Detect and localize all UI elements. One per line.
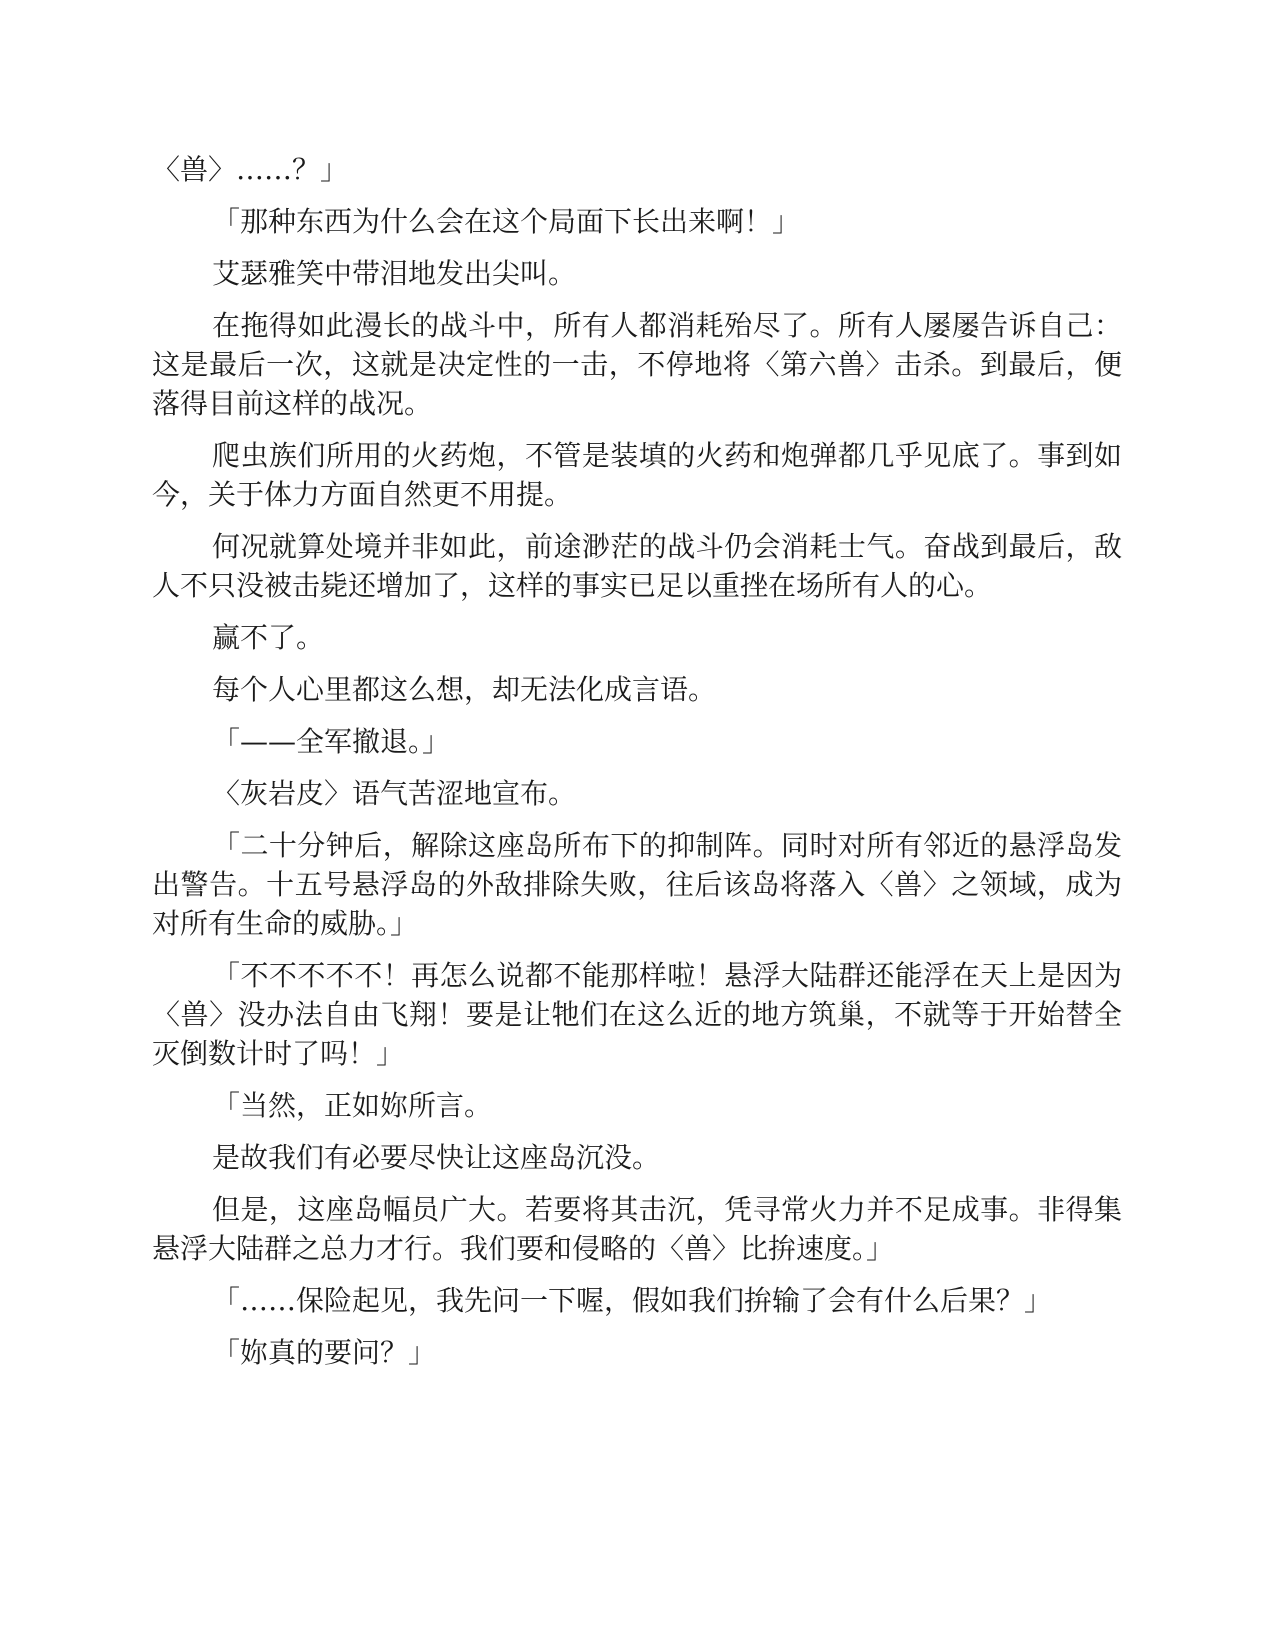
paragraph: 在拖得如此漫长的战斗中，所有人都消耗殆尽了。所有人屡屡告诉自己：这是最后一次，这就是决定性的一击，不停地将〈第六兽〉击杀。到最后，便落得目前这样的战况。 xyxy=(152,309,1122,420)
paragraph: 「妳真的要问？」 xyxy=(212,1336,437,1369)
paragraph: 但是，这座岛幅员广大。若要将其击沉，凭寻常火力并不足成事。非得集悬浮大陆群之总力才行。我们要和侵略的〈兽〉比拚速度。」 xyxy=(152,1193,1122,1265)
paragraph: 〈兽〉……？」 xyxy=(152,153,349,186)
paragraph: 艾瑟雅笑中带泪地发出尖叫。 xyxy=(212,257,577,290)
paragraph: 赢不了。 xyxy=(212,621,325,654)
paragraph: 「……保险起见，我先问一下喔，假如我们拚输了会有什么后果？」 xyxy=(212,1284,1053,1317)
paragraph: 爬虫族们所用的火药炮，不管是装填的火药和炮弹都几乎见底了。事到如今，关于体力方面自然更不用提。 xyxy=(152,439,1122,511)
paragraph: 「那种东西为什么会在这个局面下长出来啊！」 xyxy=(212,205,801,238)
paragraph: 「——全军撤退。」 xyxy=(212,725,451,758)
paragraph: 「当然，正如妳所言。 xyxy=(212,1089,493,1122)
paragraph: 是故我们有必要尽快让这座岛沉没。 xyxy=(212,1141,661,1174)
paragraph: 每个人心里都这么想，却无法化成言语。 xyxy=(212,673,717,706)
paragraph: 「不不不不不！再怎么说都不能那样啦！悬浮大陆群还能浮在天上是因为〈兽〉没办法自由飞翔！要是让牠们在这么近的地方筑巢，不就等于开始替全灭倒数计时了吗！」 xyxy=(152,959,1122,1070)
paragraph: 何况就算处境并非如此，前途渺茫的战斗仍会消耗士气。奋战到最后，敌人不只没被击毙还增加了，这样的事实已足以重挫在场所有人的心。 xyxy=(152,530,1122,602)
paragraph: 〈灰岩皮〉语气苦涩地宣布。 xyxy=(212,777,577,810)
paragraph: 「二十分钟后，解除这座岛所布下的抑制阵。同时对所有邻近的悬浮岛发出警告。十五号悬浮岛的外敌排除失败，往后该岛将落入〈兽〉之领域，成为对所有生命的威胁。」 xyxy=(152,829,1122,940)
body-text xyxy=(152,150,1122,1385)
